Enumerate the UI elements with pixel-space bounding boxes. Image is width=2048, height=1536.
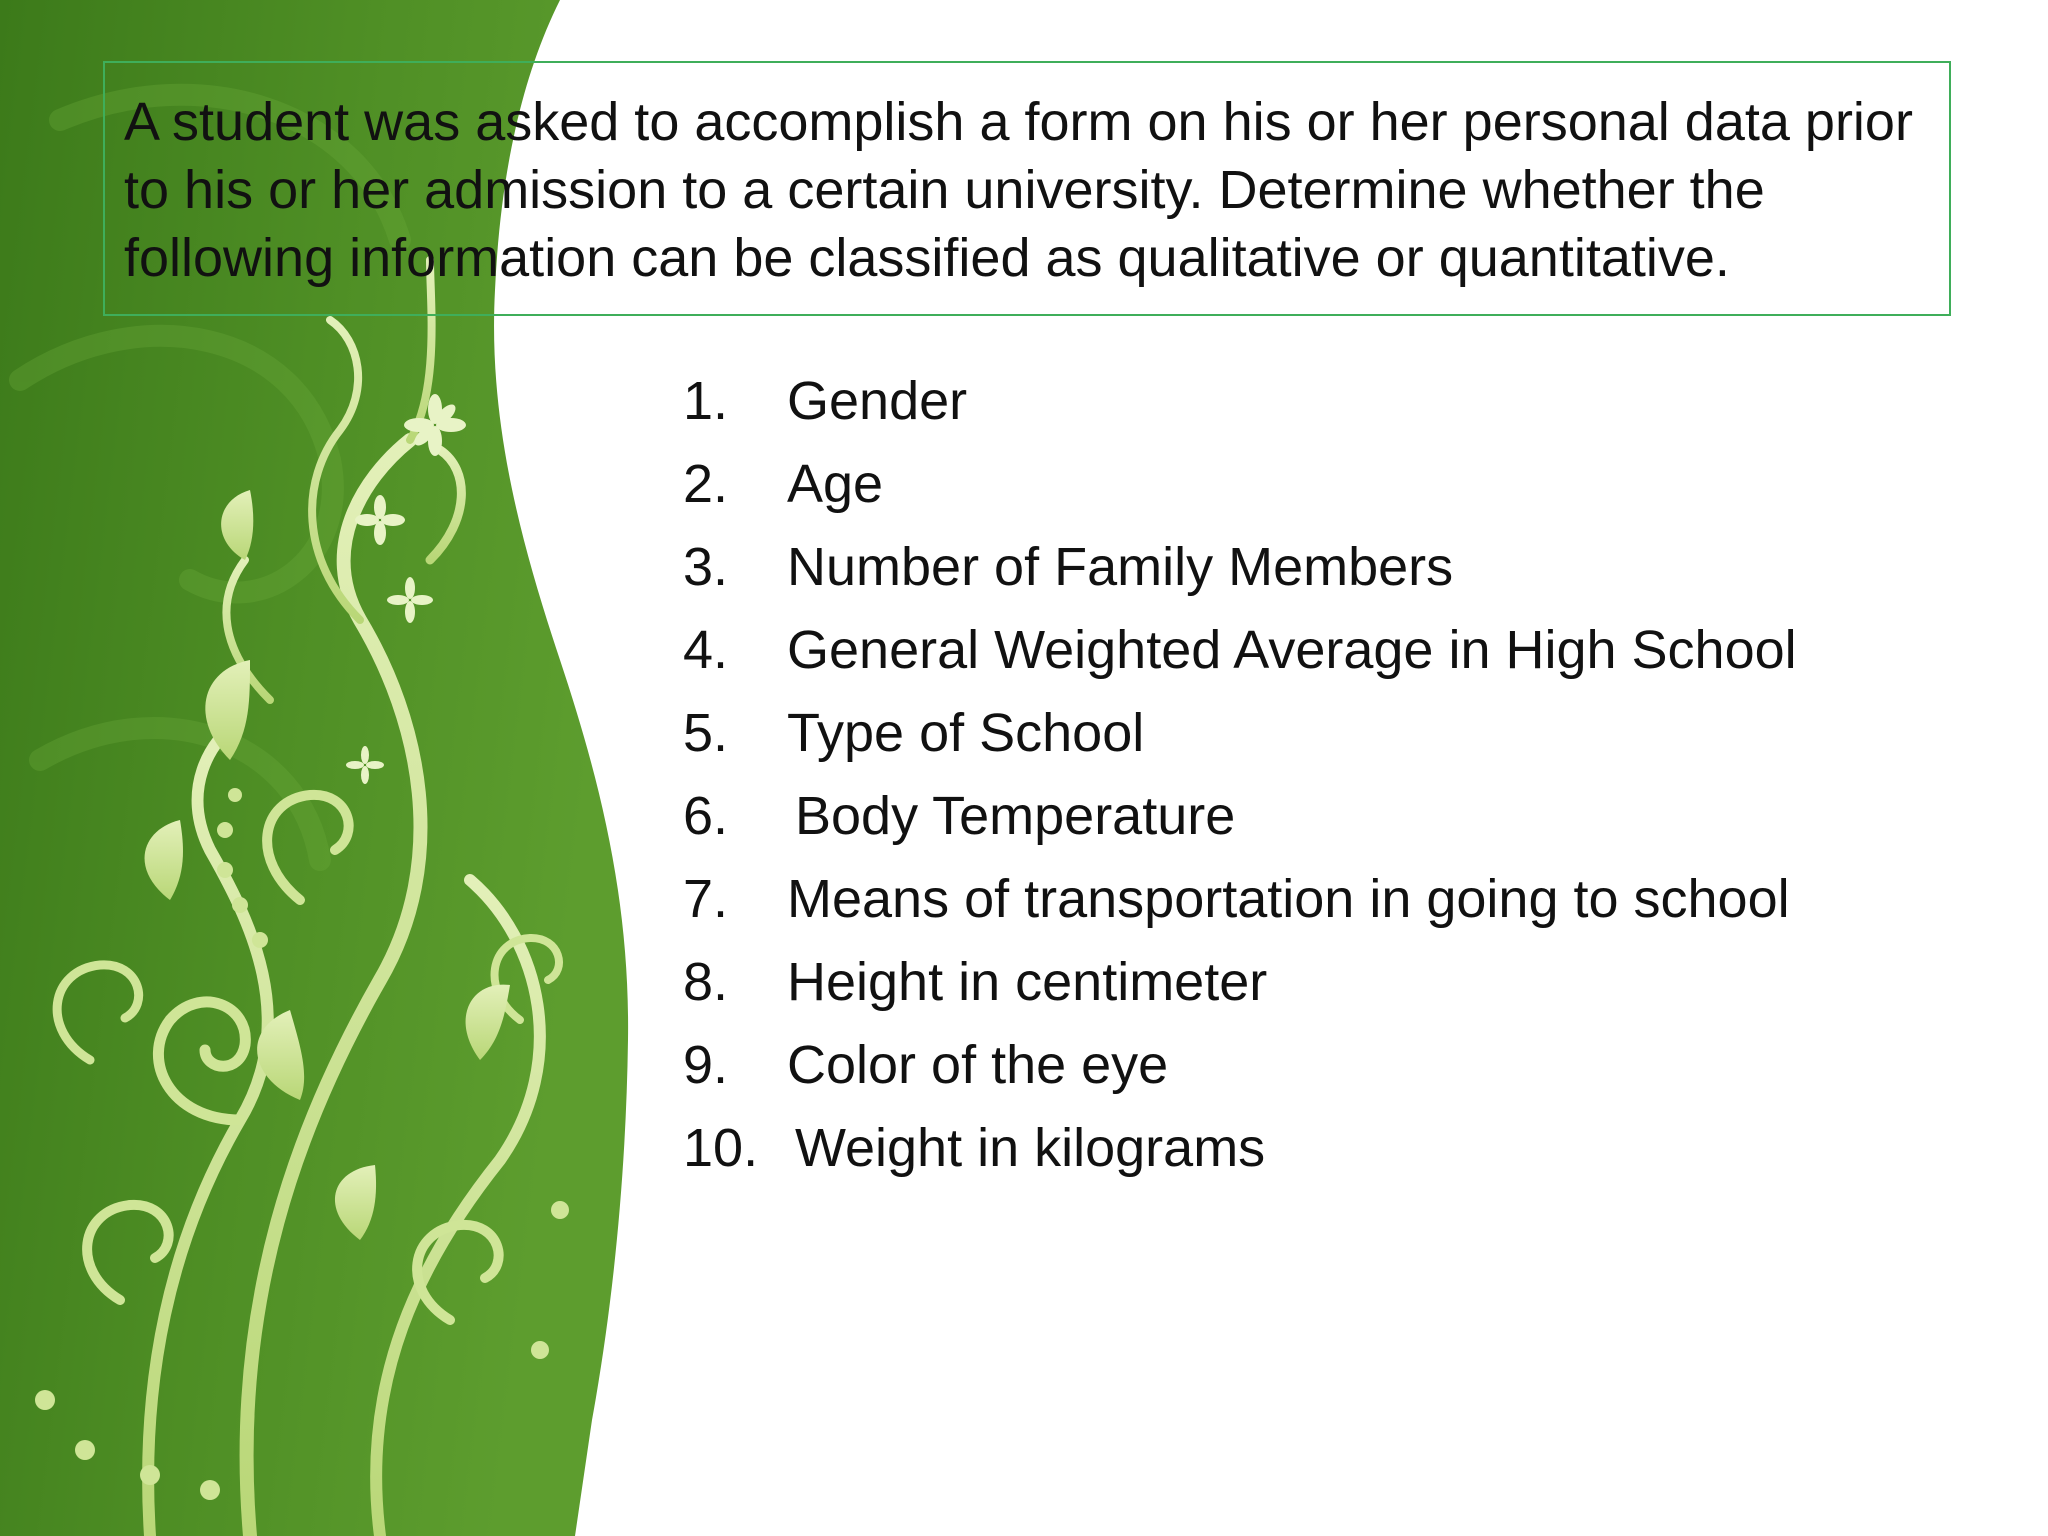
item-number: 10. (683, 1118, 759, 1178)
item-label: Weight in kilograms (795, 1118, 1266, 1178)
list-item (683, 951, 1797, 1034)
item-number: 7. (683, 869, 729, 929)
list-item (683, 1034, 1797, 1117)
list-item (683, 868, 1797, 951)
item-number: 1. (683, 371, 729, 431)
list-item (683, 536, 1797, 619)
item-label: Means of transportation in going to school (787, 869, 1790, 929)
item-label: Age (787, 454, 884, 514)
list-item (683, 785, 1797, 868)
list-item (683, 370, 1797, 453)
list-item (683, 619, 1797, 702)
item-number: 4. (683, 620, 729, 680)
item-label: General Weighted Average in High School (787, 620, 1797, 680)
item-label: Gender (787, 371, 968, 431)
prompt-text: A student was asked to accomplish a form on his or her personal data prior to his or her admission to a certain university. Determine whether the following information can be classified as qualitative or quantitative. (124, 92, 1913, 288)
item-label: Number of Family Members (787, 537, 1454, 597)
item-number: 2. (683, 454, 729, 514)
item-number: 5. (683, 703, 729, 763)
item-label: Color of the eye (787, 1035, 1169, 1095)
item-number: 9. (683, 1035, 729, 1095)
item-number: 3. (683, 537, 729, 597)
item-number: 8. (683, 952, 729, 1012)
item-list (683, 370, 1797, 1200)
list-item (683, 702, 1797, 785)
item-number: 6. (683, 786, 729, 846)
list-item (683, 1117, 1797, 1200)
list-item (683, 453, 1797, 536)
item-label: Height in centimeter (787, 952, 1268, 1012)
item-label: Type of School (787, 703, 1145, 763)
item-label: Body Temperature (795, 786, 1236, 846)
